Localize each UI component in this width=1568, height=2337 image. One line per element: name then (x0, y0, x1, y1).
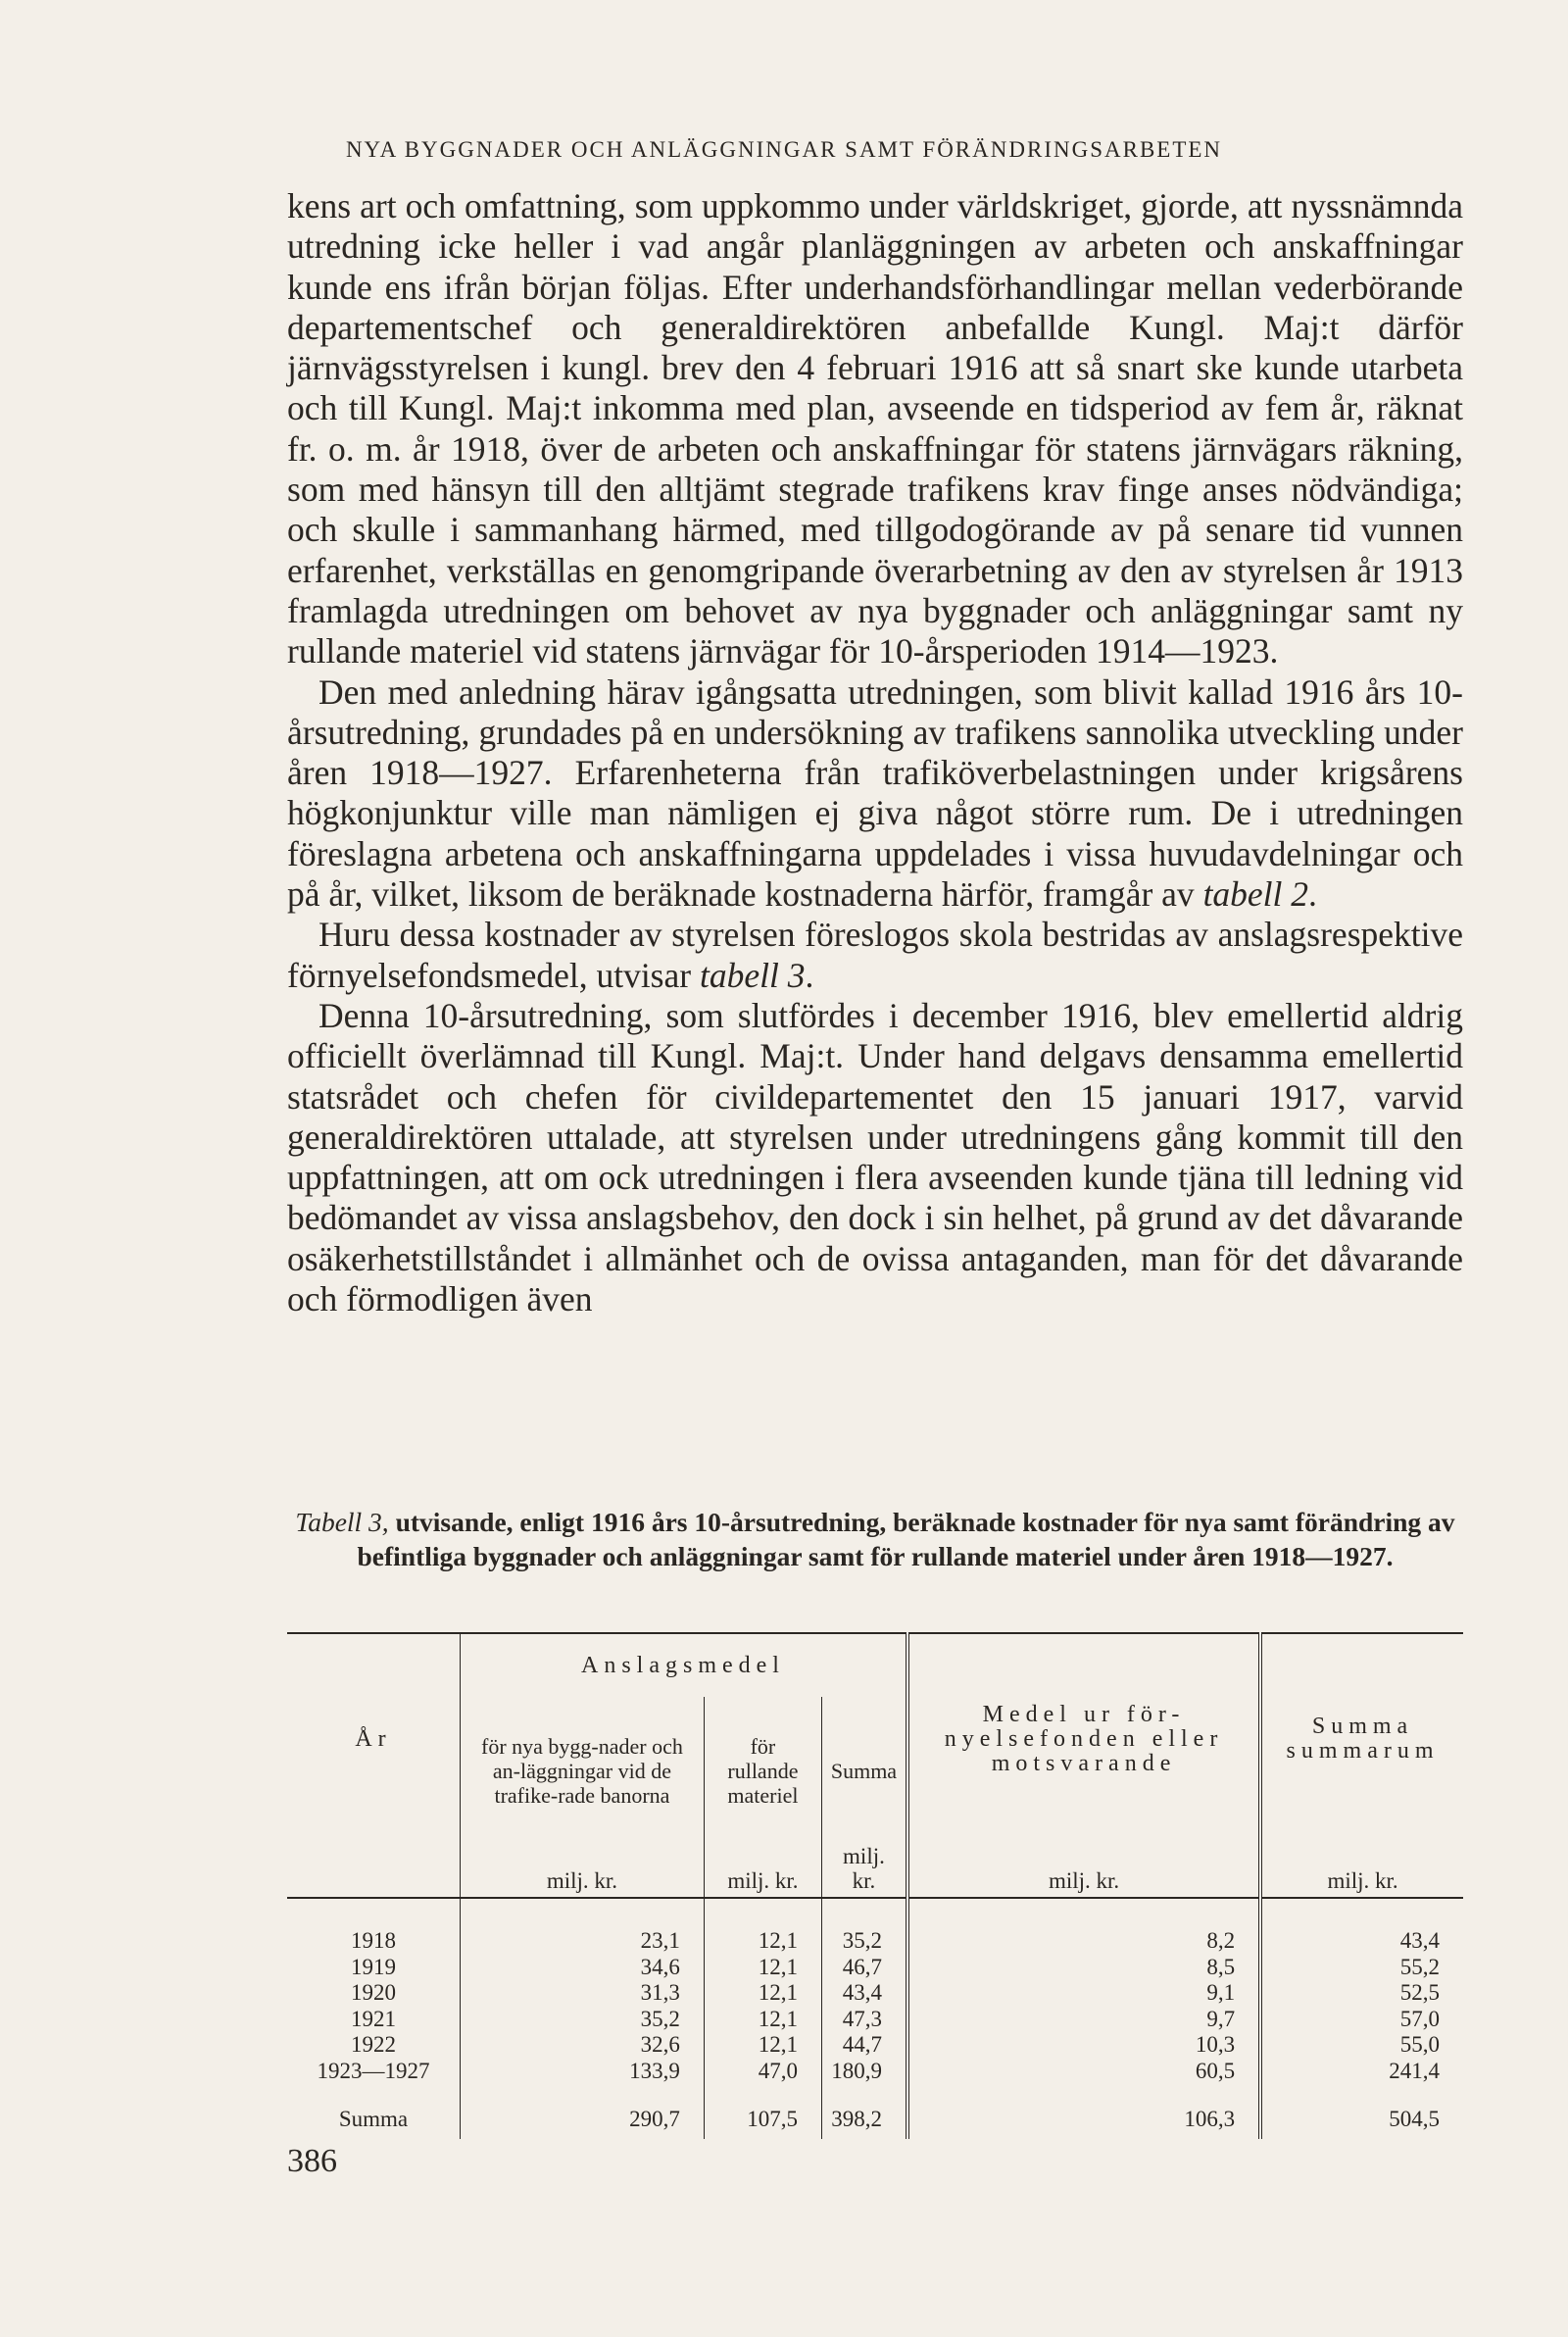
cell-value: 44,7 (821, 2032, 907, 2059)
cell-value: 34,6 (461, 1955, 705, 1981)
table-row (287, 1980, 1463, 2007)
total-value: 290,7 (461, 2084, 705, 2139)
col-header-nya-byggnader: för nya bygg-nader och an-läggningar vid de trafike-rade banorna (461, 1697, 705, 1844)
cell-value: 133,9 (461, 2059, 705, 2085)
cell-value: 180,9 (821, 2059, 907, 2085)
cell-value: 12,1 (704, 2032, 821, 2059)
cell-year: 1919 (351, 1954, 396, 1979)
cell-year: 1922 (351, 2032, 396, 2057)
paragraph-1: kens art och omfattning, som uppkommo under världskriget, gjorde, att nyssnämnda utredning icke heller i vad angår planläggningen av arbeten och anskaffningar kunde ens ifrån början följas. Efter underhandsförhandlingar mellan vederbörande departementschef och generaldirektören anbefallde Kungl. Maj:t därför järnvägsstyrelsen i kungl. brev den 4 februari 1916 att så snart ske kunde utarbeta och till Kungl. Maj:t inkomma med plan, avseende en tidsperiod av fem år, räknat fr. o. m. år 1918, över de arbeten och anskaffningar för statens järnvägars räkning, som med hänsyn till den alltjämt stegrade trafikens krav finge anses nödvändiga; och skulle i sammanhang härmed, med tillgodogörande av på senare tid vunnen erfarenhet, verkställas en genomgripande överarbetning av den av styrelsen år 1913 framlagda utredningen om behovet av nya byggnader och anläggningar samt ny rullande materiel vid statens järnvägar för 10-årsperioden 1914—1923. (287, 186, 1463, 671)
table-row (287, 2007, 1463, 2033)
unit-label: milj. kr. (704, 1844, 821, 1898)
cell-value: 23,1 (461, 1898, 705, 1955)
cell-value: 9,1 (907, 1980, 1260, 2007)
unit-label: milj. kr. (461, 1844, 705, 1898)
cell-value: 241,4 (1260, 2059, 1463, 2085)
body-text (287, 186, 1463, 1319)
total-label: Summa (338, 2106, 409, 2131)
cell-value: 55,2 (1260, 1955, 1463, 1981)
cell-value: 9,7 (907, 2007, 1260, 2033)
table-caption (287, 1505, 1463, 1573)
unit-label: milj. kr. (821, 1844, 907, 1898)
table-3-reference[interactable]: tabell 3 (699, 955, 806, 995)
cell-value: 12,1 (704, 1980, 821, 2007)
table-total-row (287, 2084, 1463, 2139)
table-row (287, 1955, 1463, 1981)
col-header-summa: Summa (821, 1697, 907, 1844)
cell-value: 46,7 (821, 1955, 907, 1981)
cell-value: 32,6 (461, 2032, 705, 2059)
cell-value: 12,1 (704, 1955, 821, 1981)
unit-label: milj. kr. (1260, 1844, 1463, 1898)
cell-value: 35,2 (821, 1898, 907, 1955)
table-row (287, 2059, 1463, 2085)
cell-value: 10,3 (907, 2032, 1260, 2059)
cell-year: 1918 (351, 1928, 396, 1953)
table-2-reference[interactable]: tabell 2 (1202, 874, 1309, 915)
page-number: 386 (287, 2143, 337, 2179)
table-row (287, 2032, 1463, 2059)
cell-value: 52,5 (1260, 1980, 1463, 2007)
cell-value: 47,0 (704, 2059, 821, 2085)
total-value: 504,5 (1260, 2084, 1463, 2139)
cell-year: 1923—1927 (317, 2058, 430, 2083)
paragraph-4: Denna 10-årsutredning, som slutfördes i december 1916, blev emellertid aldrig officiellt överlämnad till Kungl. Maj:t. Under hand delgavs densamma emellertid statsrådet och chefen för civildepartementet den 15 januari 1917, varvid generaldirektören uttalade, att styrelsen under utredningens gång kommit till den uppfattningen, att om ock utredningen i flera avseenden kunde tjäna till ledning vid bedömandet av vissa anslagsbehov, den dock i sin helhet, på grund av det dåvarande osäkerhetstillståndet i allmänhet och de ovissa antaganden, man för det dåvarande och förmodligen även (287, 995, 1463, 1319)
col-header-fornyelsefond: Medel ur för-nyelsefonden eller motsvarande (907, 1633, 1260, 1844)
cell-year: 1920 (351, 1980, 396, 2005)
paragraph-2 (287, 672, 1463, 916)
paragraph-3-text: Huru dessa kostnader av styrelsen föreslogos skola bestridas av anslagsrespektive förnyelsefondsmedel, utvisar (287, 915, 1463, 995)
caption-label: Tabell 3, (295, 1507, 389, 1537)
col-header-rullande-materiel: för rullande materiel (704, 1697, 821, 1844)
col-header-summa-summarum: Summa summarum (1260, 1633, 1463, 1844)
cell-value: 12,1 (704, 2007, 821, 2033)
unit-label: milj. kr. (907, 1844, 1260, 1898)
col-header-year: År (287, 1633, 461, 1844)
total-value: 398,2 (821, 2084, 907, 2139)
cell-value: 60,5 (907, 2059, 1260, 2085)
cell-value: 43,4 (1260, 1898, 1463, 1955)
cell-value: 55,0 (1260, 2032, 1463, 2059)
group-header-anslagsmedel: Anslagsmedel (461, 1633, 907, 1697)
cell-value: 8,2 (907, 1898, 1260, 1955)
paragraph-2-end: . (1308, 874, 1317, 915)
cell-year: 1921 (351, 2006, 396, 2031)
cell-value: 57,0 (1260, 2007, 1463, 2033)
unit-year-blank (287, 1844, 461, 1898)
running-head: NYA BYGGNADER OCH ANLÄGGNINGAR SAMT FÖRÄNDRINGSARBETEN (345, 137, 1223, 162)
paragraph-3 (287, 915, 1463, 996)
cell-value: 12,1 (704, 1898, 821, 1955)
paragraph-2-text: Den med anledning härav igångsatta utredningen, som blivit kallad 1916 års 10-årsutredning, grundades på en undersökning av trafikens sannolika utveckling under åren 1918—1927. Erfarenheterna från trafiköverbelastningen under krigsårens högkonjunktur ville man nämligen ej giva något större rum. De i utredningen föreslagna arbetena och anskaffningarna uppdelades i vissa huvudavdelningar och på år, vilket, liksom de beräknade kostnaderna härför, framgår av (287, 671, 1463, 915)
caption-text: utvisande, enligt 1916 års 10-årsutredning, beräknade kostnader för nya samt förändring av befintliga byggnader och anläggningar samt för rullande materiel under åren 1918—1927. (357, 1507, 1455, 1571)
cell-value: 47,3 (821, 2007, 907, 2033)
cell-value: 31,3 (461, 1980, 705, 2007)
total-value: 106,3 (907, 2084, 1260, 2139)
cell-value: 8,5 (907, 1955, 1260, 1981)
table-row (287, 1898, 1463, 1955)
cell-value: 43,4 (821, 1980, 907, 2007)
cost-table (287, 1632, 1463, 2139)
total-value: 107,5 (704, 2084, 821, 2139)
paragraph-3-end: . (805, 955, 814, 995)
cell-value: 35,2 (461, 2007, 705, 2033)
